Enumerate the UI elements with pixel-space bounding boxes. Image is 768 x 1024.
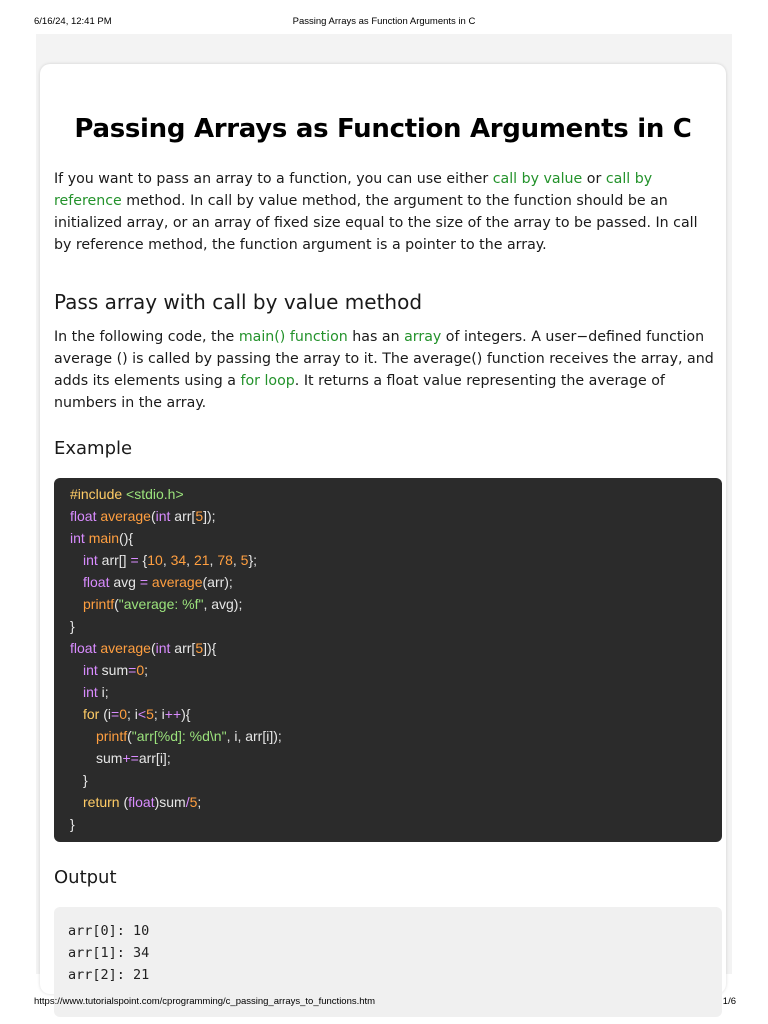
code-line xyxy=(83,681,109,703)
code-token: average xyxy=(151,574,203,590)
code-token: 21 xyxy=(193,552,210,568)
code-token: 5 xyxy=(240,552,249,568)
code-line xyxy=(70,505,216,527)
section-text-4: . It returns a float value representing the average of numbers in the array. xyxy=(54,373,665,411)
section-text-1: In the following code, the xyxy=(54,329,239,345)
code-token: ; xyxy=(144,662,149,678)
code-token: ; i xyxy=(127,706,138,722)
code-token: ( xyxy=(150,640,156,656)
example-heading: Example xyxy=(54,438,133,459)
code-token: ( xyxy=(127,728,132,744)
code-token: main xyxy=(88,530,120,546)
code-token: int xyxy=(70,530,85,546)
output-line: arr[2]: 21 xyxy=(68,967,150,983)
code-line xyxy=(70,527,133,549)
code-line xyxy=(83,571,233,593)
code-token: ( xyxy=(119,794,129,810)
print-page-number: 1/6 xyxy=(722,996,736,1007)
section-text-3: of integers. A user−defined function average () is called by passing the array to it. The average() function receives the array, and adds its elements using a xyxy=(54,329,714,389)
code-token: 5 xyxy=(195,508,204,524)
code-token: printf xyxy=(83,596,115,612)
code-token: for xyxy=(83,706,100,722)
code-token: int xyxy=(83,662,98,678)
code-token: return xyxy=(83,794,120,810)
print-header xyxy=(0,16,768,30)
code-token: avg xyxy=(109,574,140,590)
code-token: 34 xyxy=(170,552,187,568)
intro-text-2: or xyxy=(582,171,606,187)
code-token: ( xyxy=(150,508,156,524)
code-token: int xyxy=(83,552,98,568)
code-token: = xyxy=(128,662,137,678)
intro-text-1: If you want to pass an array to a function, you can use either xyxy=(54,171,493,187)
code-token: )sum xyxy=(154,794,186,810)
code-token: float xyxy=(128,794,155,810)
code-token: (i xyxy=(99,706,112,722)
code-token: , xyxy=(209,552,218,568)
section-text-2: has an xyxy=(347,329,405,345)
code-token: sum xyxy=(97,662,129,678)
code-token: int xyxy=(83,684,98,700)
code-token: ++ xyxy=(164,706,182,722)
intro-paragraph xyxy=(54,168,718,256)
code-token: float xyxy=(70,508,97,524)
code-token: i; xyxy=(97,684,109,700)
code-token: 78 xyxy=(217,552,233,568)
code-token: arr[ xyxy=(170,640,196,656)
article-card xyxy=(40,64,726,994)
array-link[interactable]: array xyxy=(404,329,442,345)
code-token: = xyxy=(130,552,139,568)
code-line xyxy=(83,549,257,571)
code-token: int xyxy=(155,640,171,656)
code-token: arr[ xyxy=(170,508,196,524)
code-token: 10 xyxy=(147,552,163,568)
code-token: "average: %f" xyxy=(118,596,204,612)
code-token: } xyxy=(70,816,75,832)
code-line xyxy=(70,483,184,505)
page-title: Passing Arrays as Function Arguments in C xyxy=(74,114,692,144)
code-token: ]){ xyxy=(203,640,217,656)
code-token: ]); xyxy=(203,508,216,524)
code-token: = xyxy=(111,706,120,722)
page-background xyxy=(36,34,732,983)
print-footer xyxy=(0,996,768,1010)
print-doc-title: Passing Arrays as Function Arguments in C xyxy=(292,16,476,27)
code-token: ( xyxy=(114,596,119,612)
code-token: ; xyxy=(197,794,202,810)
code-token: arr[] xyxy=(97,552,131,568)
call-by-reference-link[interactable]: call by reference xyxy=(54,171,653,209)
code-token: } xyxy=(83,772,88,788)
code-line xyxy=(83,703,190,725)
code-token: , xyxy=(162,552,171,568)
output-line: arr[0]: 10 xyxy=(68,923,150,939)
code-token: = xyxy=(139,574,149,590)
code-token: average xyxy=(100,640,151,656)
code-block[interactable] xyxy=(54,478,722,842)
code-token: / xyxy=(185,794,190,810)
code-token: ; i xyxy=(153,706,165,722)
code-token: 5 xyxy=(146,706,154,722)
code-line xyxy=(83,791,201,813)
code-line xyxy=(96,747,171,769)
code-token: float xyxy=(70,640,97,656)
code-token: }; xyxy=(248,552,258,568)
code-line xyxy=(83,593,242,615)
code-token: average xyxy=(100,508,151,524)
code-token: , i, arr[i]); xyxy=(226,728,282,744)
output-heading: Output xyxy=(54,867,117,888)
intro-text-3: method. In call by value method, the argument to the function should be an initialized array, or an array of fixed size equal to the size of the array to be passed. In call by reference method, the function argument is a pointer to the array. xyxy=(54,193,698,253)
code-line xyxy=(70,813,75,835)
code-token: , xyxy=(186,552,194,568)
code-line xyxy=(83,659,148,681)
output-line: arr[1]: 34 xyxy=(68,945,150,961)
code-line xyxy=(70,637,216,659)
code-token: (){ xyxy=(119,530,134,546)
code-token: "arr[%d]: %d\n" xyxy=(131,728,227,744)
code-token: float xyxy=(83,574,110,590)
code-token: 5 xyxy=(189,794,198,810)
for-loop-link[interactable]: for loop xyxy=(240,373,295,389)
main-function-link[interactable]: main() function xyxy=(238,329,348,345)
code-token: 0 xyxy=(119,706,127,722)
section-paragraph xyxy=(54,326,718,414)
code-token: } xyxy=(70,618,75,634)
code-token: 0 xyxy=(136,662,145,678)
code-line xyxy=(83,769,88,791)
code-token: 5 xyxy=(195,640,204,656)
code-token: { xyxy=(138,552,148,568)
code-line xyxy=(70,615,75,637)
code-token: printf xyxy=(96,728,128,744)
code-token: ){ xyxy=(181,706,191,722)
call-by-value-link[interactable]: call by value xyxy=(492,171,583,187)
code-token: arr[i]; xyxy=(138,750,171,766)
section-heading: Pass array with call by value method xyxy=(54,290,423,314)
code-token: (arr); xyxy=(202,574,233,590)
code-token: sum xyxy=(96,750,123,766)
code-token: int xyxy=(155,508,171,524)
code-token: #include xyxy=(70,486,123,502)
code-token: <stdio.h> xyxy=(126,486,184,502)
code-token: < xyxy=(137,706,147,722)
code-token: += xyxy=(122,750,139,766)
code-token: , xyxy=(232,552,241,568)
print-url: https://www.tutorialspoint.com/cprogramming/c_passing_arrays_to_functions.htm xyxy=(34,996,376,1007)
code-token: , avg); xyxy=(203,596,243,612)
code-line xyxy=(96,725,282,747)
print-datetime: 6/16/24, 12:41 PM xyxy=(34,16,112,27)
